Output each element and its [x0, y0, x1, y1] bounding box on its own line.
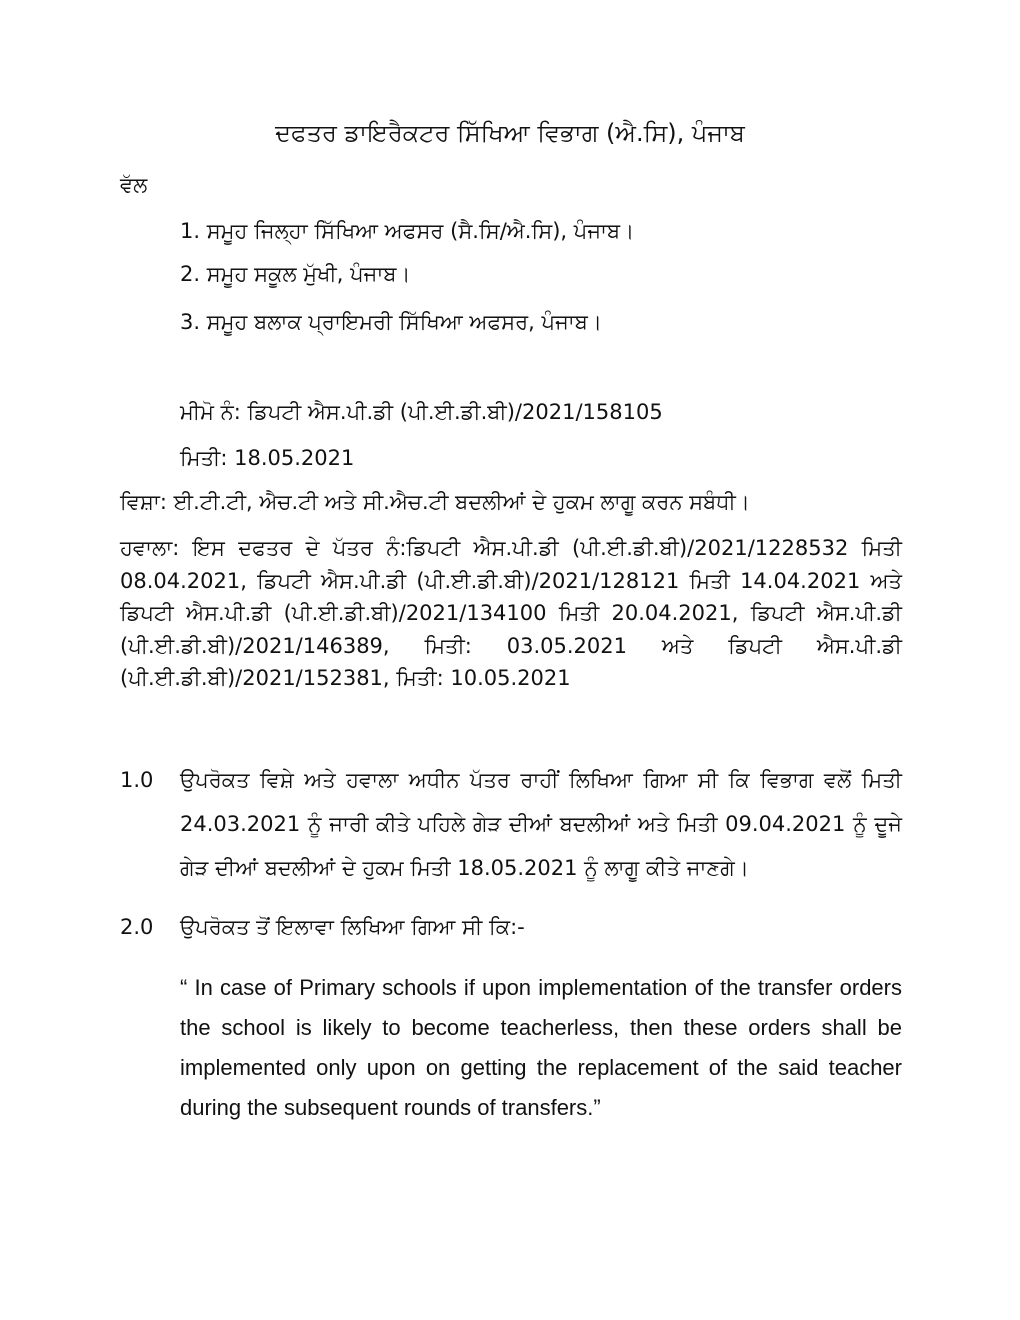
reference-line: (ਪੀ.ਈ.ਡੀ.ਬੀ)/2021/152381, ਮਿਤੀ: 10.05.2021 [120, 666, 571, 690]
recipient-item-1: 1. ਸਮੂਹ ਜਿਲ੍ਹਾ ਸਿੱਖਿਆ ਅਫਸਰ (ਸੈ.ਸਿ/ਐ.ਸਿ), ਪੰਜਾਬ। [180, 219, 635, 243]
reference-line: ਹਵਾਲਾ: ਇਸ ਦਫਤਰ ਦੇ ਪੱਤਰ ਨੰ:ਡਿਪਟੀ ਐਸ.ਪੀ.ਡੀ (ਪੀ.ਈ.ਡੀ.ਬੀ)/2021/1228532 ਮਿਤੀ [120, 536, 902, 560]
addressee-label: ਵੱਲ [120, 173, 148, 197]
paragraph-text: ਉਪਰੋਕਤ ਤੋਂ ਇਲਾਵਾ ਲਿਖਿਆ ਗਿਆ ਸੀ ਕਿ:- [180, 915, 525, 939]
office-title: ਦਫਤਰ ਡਾਇਰੈਕਟਰ ਸਿੱਖਿਆ ਵਿਭਾਗ (ਐ.ਸਿ), ਪੰਜਾਬ [275, 119, 745, 147]
reference-line: (ਪੀ.ਈ.ਡੀ.ਬੀ)/2021/146389, ਮਿਤੀ: 03.05.2021 ਅਤੇ ਡਿਪਟੀ ਐਸ.ਪੀ.ਡੀ [120, 633, 902, 658]
reference-line: 08.04.2021, ਡਿਪਟੀ ਐਸ.ਪੀ.ਡੀ (ਪੀ.ਈ.ਡੀ.ਬੀ)/2021/128121 ਮਿਤੀ 14.04.2021 ਅਤੇ [120, 568, 902, 593]
reference-line: ਡਿਪਟੀ ਐਸ.ਪੀ.ਡੀ (ਪੀ.ਈ.ਡੀ.ਬੀ)/2021/134100 ਮਿਤੀ 20.04.2021, ਡਿਪਟੀ ਐਸ.ਪੀ.ਡੀ [120, 601, 902, 625]
memo-date: ਮਿਤੀ: 18.05.2021 [180, 446, 355, 470]
paragraph-number: 2.0 [120, 915, 154, 939]
paragraph-text: ਉਪਰੋਕਤ ਵਿਸ਼ੇ ਅਤੇ ਹਵਾਲਾ ਅਧੀਨ ਪੱਤਰ ਰਾਹੀਂ ਲਿਖਿਆ ਗਿਆ ਸੀ ਕਿ ਵਿਭਾਗ ਵਲੋਂ ਮਿਤੀ 24.03.2021 ਨੂੰ ਜਾਰੀ ਕੀਤੇ ਪਹਿਲੇ ਗੇੜ ਦੀਆਂ ਬਦਲੀਆਂ ਅਤੇ ਮਿਤੀ 09.04.2021 ਨੂੰ ਦੂਜੇ ਗੇੜ ਦੀਆਂ ਬਦਲੀਆਂ ਦੇ ਹੁਕਮ ਮਿਤੀ 18.05.2021 ਨੂੰ ਲਾਗੂ ਕੀਤੇ ਜਾਣਗੇ। [180, 768, 902, 880]
quoted-instruction: “ In case of Primary schools if upon implementation of the transfer orders the school is likely to become teacherless, then these orders shall be implemented only upon on getting the replacement of the said teacher during the subsequent rounds of transfers.” [180, 975, 902, 1120]
paragraph-number: 1.0 [120, 768, 154, 792]
reference-block [120, 532, 902, 695]
memo-number: ਮੀਮੋ ਨੰ: ਡਿਪਟੀ ਐਸ.ਪੀ.ਡੀ (ਪੀ.ਈ.ਡੀ.ਬੀ)/2021/158105 [180, 400, 663, 424]
recipient-item-3: 3. ਸਮੂਹ ਬਲਾਕ ਪ੍ਰਾਇਮਰੀ ਸਿੱਖਿਆ ਅਫਸਰ, ਪੰਜਾਬ। [180, 310, 603, 334]
recipient-item-2: 2. ਸਮੂਹ ਸਕੂਲ ਮੁੱਖੀ, ਪੰਜਾਬ। [180, 262, 411, 286]
subject-line: ਵਿਸ਼ਾ: ਈ.ਟੀ.ਟੀ, ਐਚ.ਟੀ ਅਤੇ ਸੀ.ਐਚ.ਟੀ ਬਦਲੀਆਂ ਦੇ ਹੁਕਮ ਲਾਗੂ ਕਰਨ ਸਬੰਧੀ। [120, 490, 750, 514]
